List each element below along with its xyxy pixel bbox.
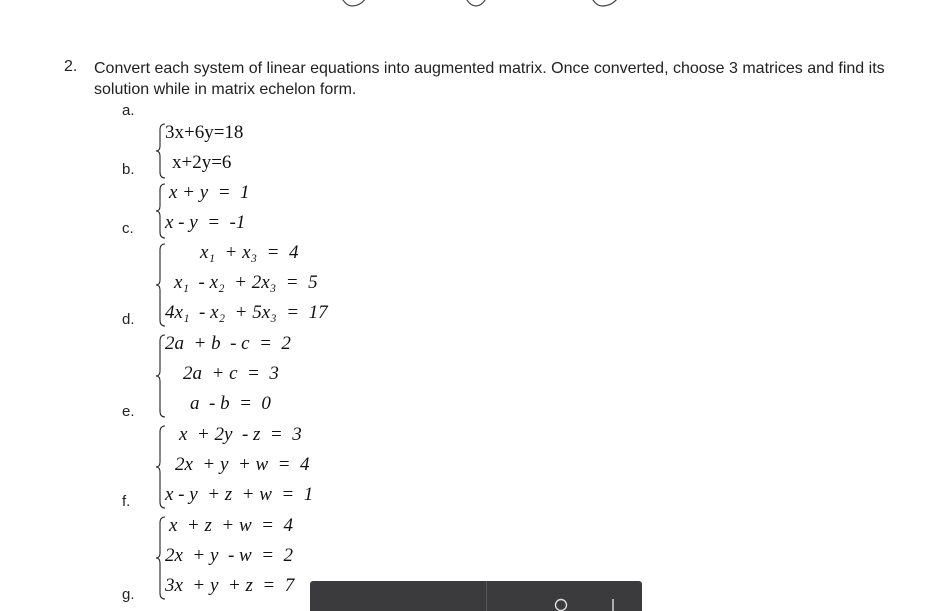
equation-system-4	[155, 333, 355, 419]
item-label-a: a.	[122, 102, 135, 119]
equation-line: a - b = 0	[190, 393, 271, 414]
equation-system-1	[155, 122, 355, 180]
equation-line: 2a + c = 3	[183, 363, 279, 384]
item-label-d: d.	[122, 311, 135, 328]
item-label-g: g.	[122, 586, 135, 603]
equation-system-3	[155, 242, 355, 328]
cropped-top-content	[330, 0, 650, 10]
item-label-f: f.	[122, 493, 131, 510]
item-label-c: c.	[122, 220, 134, 237]
question-number: 2.	[64, 58, 78, 75]
equation-line: x + z + w = 4	[169, 515, 293, 536]
equation-line: x + y = 1	[169, 182, 250, 203]
equation-system-5	[155, 424, 355, 510]
equation-line: x - y = -1	[165, 212, 246, 233]
zoom-icon[interactable]	[554, 597, 570, 611]
question-text: Convert each system of linear equations into augmented matrix. Once converted, choose 3 matrices and find its solution while in matrix echelon form.	[94, 60, 885, 98]
viewer-toolbar[interactable]	[310, 581, 642, 611]
equation-line: 3x+6y=18	[165, 122, 244, 143]
toolbar-separator	[486, 581, 487, 611]
equation-line: x + 2y - z = 3	[179, 424, 302, 445]
equation-system-2	[155, 182, 355, 240]
equation-line: x - y + z + w = 1	[165, 484, 314, 505]
equation-line: 2x + y - w = 2	[165, 545, 294, 566]
equation-line: 2a + b - c = 2	[165, 333, 291, 354]
item-label-b: b.	[122, 161, 135, 178]
equation-line: x₁ + x₃ = 4	[200, 242, 299, 263]
equation-line: x+2y=6	[172, 152, 232, 173]
item-label-e: e.	[122, 403, 135, 420]
equation-line: 2x + y + w = 4	[175, 454, 310, 475]
equation-line: x₁ - x₂ + 2x₃ = 5	[174, 272, 318, 293]
equation-line: 4x₁ - x₂ + 5x₃ = 17	[165, 302, 328, 323]
equation-line: 3x + y + z = 7	[165, 575, 295, 596]
download-icon[interactable]	[608, 597, 618, 611]
